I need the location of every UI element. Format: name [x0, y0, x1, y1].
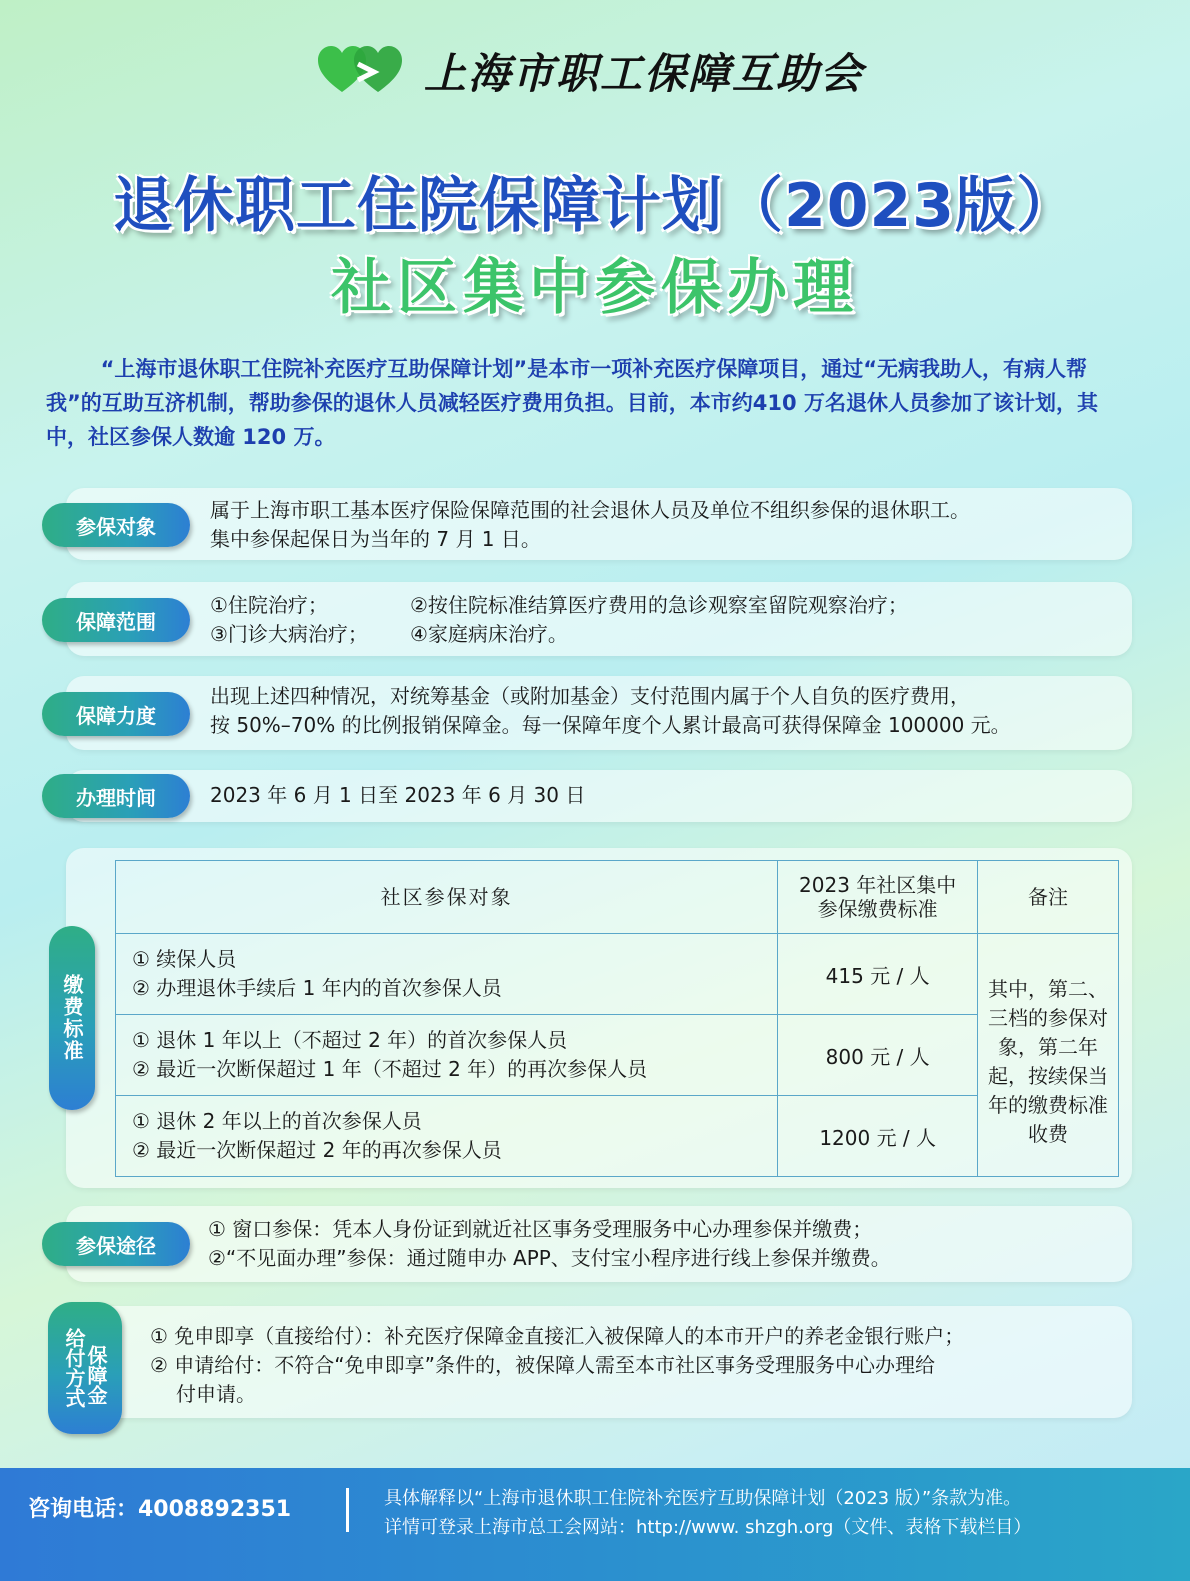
row2-line2: ② 最近一次断保超过 1 年（不超过 2 年）的再次参保人员	[132, 1057, 648, 1081]
row3-object	[116, 1096, 778, 1177]
scope-label: 保障范围	[42, 598, 190, 642]
header-standard-line2: 参保缴费标准	[817, 897, 938, 921]
target-text	[210, 496, 1130, 554]
payment-line1: ① 免申即享（直接给付）：补充医疗保障金直接汇入被保障人的本市开户的养老金银行账户；	[150, 1324, 965, 1348]
fees-note: 其中，第二、三档的参保对象，第二年起，按续保当年的缴费标准收费	[978, 934, 1119, 1177]
org-name: 上海市职工保障互助会	[424, 49, 865, 98]
row2-line1: ① 退休 1 年以上（不超过 2 年）的首次参保人员	[132, 1028, 568, 1052]
footer-note-line2: 详情可登录上海市总工会网站：http://www. shzgh.org（文件、表格下载栏目）	[384, 1517, 1032, 1538]
scope-item3: ③门诊大病治疗；	[210, 622, 368, 646]
table-row	[116, 934, 1119, 1015]
payment-label-col1: 保障金	[84, 1345, 108, 1405]
scope-item2: ②按住院标准结算医疗费用的急诊观察室留院观察治疗；	[410, 593, 908, 617]
fees-label-text: 缴费标准	[60, 974, 84, 1062]
row3-line1: ① 退休 2 年以上的首次参保人员	[132, 1109, 422, 1133]
payment-line2: ② 申请给付：不符合“免申即享”条件的，被保障人需至本市社区事务受理服务中心办理给	[150, 1353, 936, 1377]
row2-object	[116, 1015, 778, 1096]
row1-fee: 415 元 / 人	[778, 934, 978, 1015]
channels-text	[208, 1215, 1128, 1273]
header-object: 社区参保对象	[116, 861, 778, 934]
footer-note-line1: 具体解释以“上海市退休职工住院补充医疗互助保障计划（2023 版）”条款为准。	[384, 1488, 1022, 1509]
channels-line1: ① 窗口参保：凭本人身份证到就近社区事务受理服务中心办理参保并缴费；	[208, 1217, 873, 1241]
payment-label	[48, 1302, 122, 1434]
header-standard	[778, 861, 978, 934]
table-row	[116, 1096, 1119, 1177]
row1-object	[116, 934, 778, 1015]
fees-label	[49, 926, 95, 1110]
channels-line2: ②“不见面办理”参保：通过随申办 APP、支付宝小程序进行线上参保并缴费。	[208, 1246, 891, 1270]
payment-text	[150, 1322, 1125, 1409]
target-line1: 属于上海市职工基本医疗保险保障范围的社会退休人员及单位不组织参保的退休职工。	[210, 498, 970, 522]
period-text: 2023 年 6 月 1 日至 2023 年 6 月 30 日	[210, 783, 586, 807]
strength-label: 保障力度	[42, 692, 190, 736]
target-line2: 集中参保起保日为当年的 7 月 1 日。	[210, 527, 541, 551]
strength-text	[210, 682, 1130, 740]
payment-line3: 付申请。	[176, 1382, 256, 1406]
table-header-row	[116, 861, 1119, 934]
strength-line2: 按 50%–70% 的比例报销保障金。每一保障年度个人累计最高可获得保障金 100000 元。	[210, 713, 1011, 737]
channels-label: 参保途径	[42, 1222, 190, 1266]
intro-paragraph: “上海市退休职工住院补充医疗互助保障计划”是本市一项补充医疗保障项目，通过“无病我助人，有病人帮我”的互助互济机制，帮助参保的退休人员减轻医疗费用负担。目前，本市约410 万名退休人员参加了该计划，其中，社区参保人数逾 120 万。	[46, 357, 1098, 449]
main-title: 退休职工住院保障计划（2023版）	[113, 171, 1077, 241]
row3-fee: 1200 元 / 人	[778, 1096, 978, 1177]
heart-logo-icon	[318, 46, 410, 96]
row1-line2: ② 办理退休手续后 1 年内的首次参保人员	[132, 976, 502, 1000]
header-standard-line1: 2023 年社区集中	[799, 873, 957, 897]
strength-line1: 出现上述四种情况，对统筹基金（或附加基金）支付范围内属于个人自负的医疗费用，	[210, 684, 970, 708]
footer-note	[384, 1484, 1031, 1542]
row2-fee: 800 元 / 人	[778, 1015, 978, 1096]
scope-item4: ④家庭病床治疗。	[410, 622, 568, 646]
sub-title: 社区集中参保办理	[331, 253, 859, 323]
org-logo	[318, 36, 878, 106]
table-row	[116, 1015, 1119, 1096]
fees-table	[115, 860, 1119, 1177]
payment-label-col2: 给付方式	[62, 1328, 86, 1408]
target-label: 参保对象	[42, 503, 190, 547]
row3-line2: ② 最近一次断保超过 2 年的再次参保人员	[132, 1138, 502, 1162]
footer-divider	[346, 1488, 349, 1532]
period-label: 办理时间	[42, 774, 190, 818]
scope-item1: ①住院治疗；	[210, 593, 328, 617]
header-note: 备注	[978, 861, 1119, 934]
contact-phone: 咨询电话：4008892351	[28, 1497, 292, 1522]
row1-line1: ① 续保人员	[132, 947, 237, 971]
